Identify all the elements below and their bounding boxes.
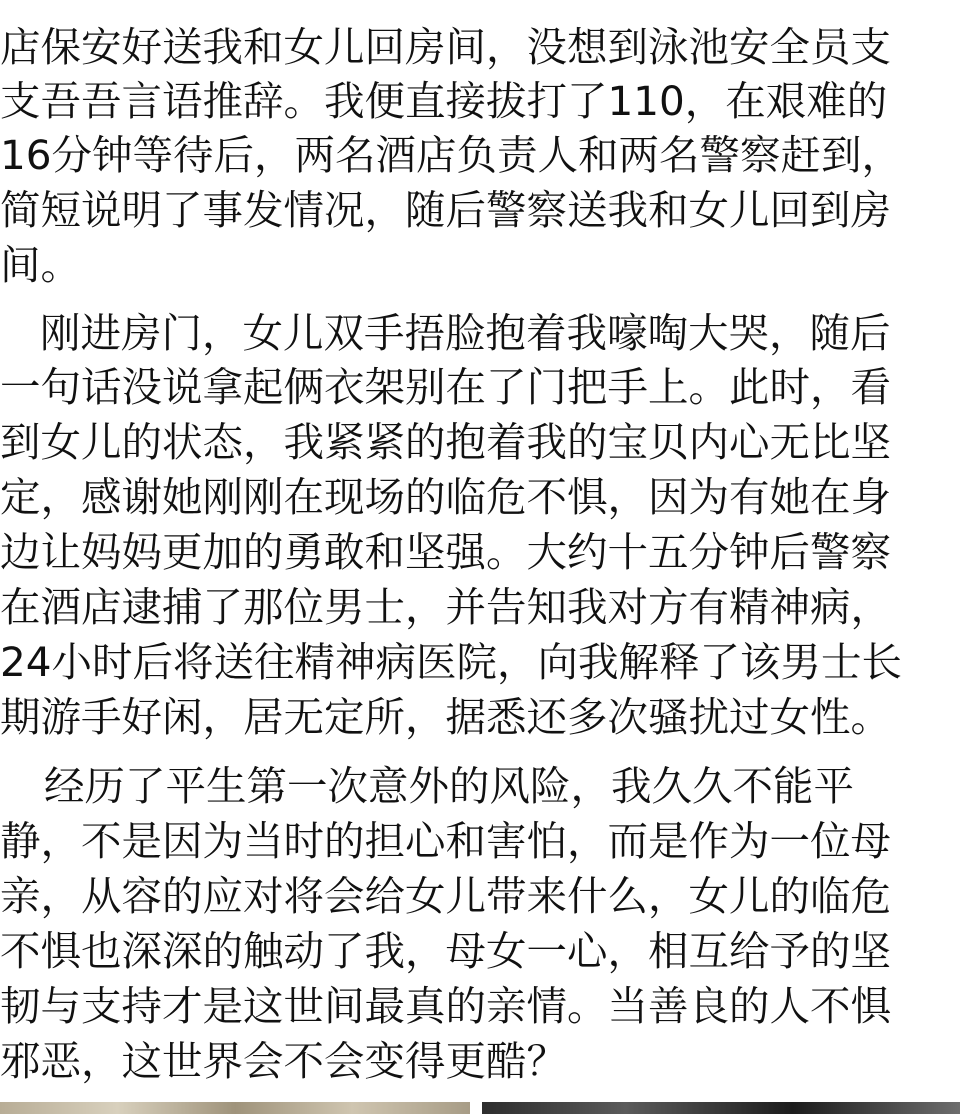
text-line: 支吾吾言语推辞。我便直接拔打了110，在艰难的 — [0, 77, 888, 125]
paragraph-start-line: 刚进房门，女儿双手捂脸抱着我嚎啕大哭，随后 — [40, 309, 891, 357]
photo-thumbnail-left[interactable] — [0, 1102, 470, 1114]
paragraph-start-line: 经历了平生第一次意外的风险，我久久不能平 — [44, 762, 854, 810]
text-line: 边让妈妈更加的勇敢和坚强。大约十五分钟后警察 — [0, 528, 891, 576]
text-line: 韧与支持才是这世间最真的亲情。当善良的人不惧 — [0, 982, 891, 1030]
text-line: 店保安好送我和女儿回房间，没想到泳池安全员支 — [0, 23, 891, 71]
text-line: 在酒店逮捕了那位男士，并告知我对方有精神病， — [0, 583, 891, 631]
text-line: 邪恶，这世界会不会变得更酷？ — [0, 1037, 567, 1085]
image-strip — [0, 1102, 960, 1114]
text-line: 简短说明了事发情况，随后警察送我和女儿回到房 — [0, 186, 891, 234]
text-line: 16分钟等待后，两名酒店负责人和两名警察赶到， — [0, 131, 903, 179]
text-line: 24小时后将送往精神病医院，向我解释了该男士长 — [0, 638, 903, 686]
photo-thumbnail-right[interactable] — [482, 1102, 960, 1114]
text-line: 亲，从容的应对将会给女儿带来什么，女儿的临危 — [0, 872, 891, 920]
text-line: 静，不是因为当时的担心和害怕，而是作为一位母 — [0, 817, 891, 865]
text-line: 定，感谢她刚刚在现场的临危不惧，因为有她在身 — [0, 473, 891, 521]
text-line: 间。 — [0, 241, 81, 289]
text-line: 不惧也深深的触动了我，母女一心，相互给予的坚 — [0, 927, 891, 975]
text-line: 到女儿的状态，我紧紧的抱着我的宝贝内心无比坚 — [0, 418, 891, 466]
text-line: 期游手好闲，居无定所，据悉还多次骚扰过女性。 — [0, 693, 891, 741]
cropped-top-line — [0, 0, 960, 20]
text-line: 一句话没说拿起俩衣架别在了门把手上。此时，看 — [0, 363, 891, 411]
